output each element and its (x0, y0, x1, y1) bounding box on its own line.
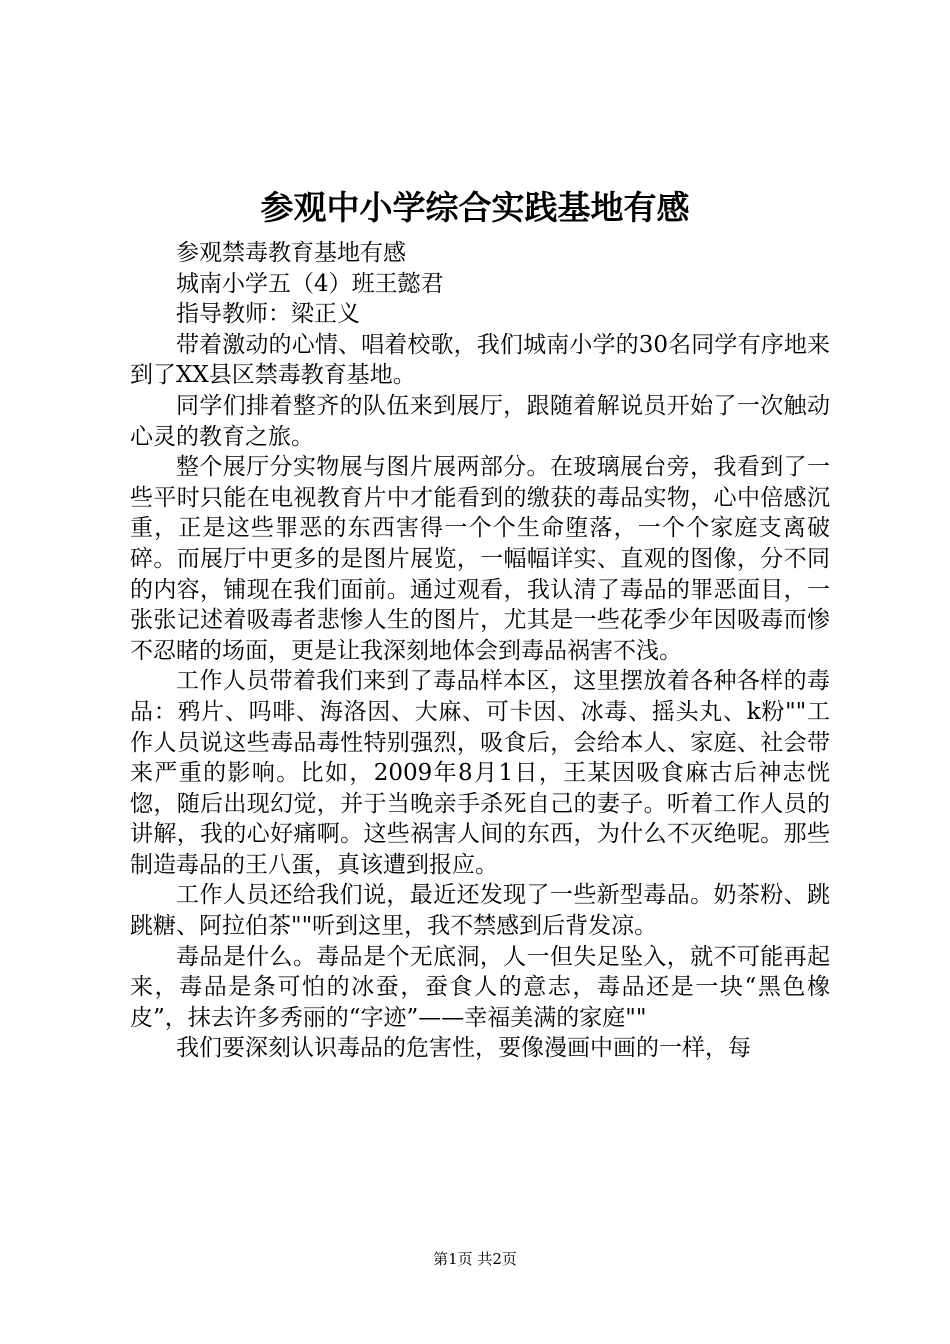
paragraph: 整个展厅分实物展与图片展两部分。在玻璃展台旁，我看到了一些平时只能在电视教育片中才能看到的缴获的毒品实物，心中倍感沉重，正是这些罪恶的东西害得一个个生命堕落，一个个家庭支离破碎。而展厅中更多的是图片展览，一幅幅详实、直观的图像，分不同的内容，铺现在我们面前。通过观看，我认清了毒品的罪恶面目，一张张记述着吸毒者悲惨人生的图片，尤其是一些花季少年因吸毒而惨不忍睹的场面，更是让我深刻地体会到毒品祸害不浅。 (130, 454, 830, 664)
paragraph: 工作人员还给我们说，最近还发现了一些新型毒品。奶茶粉、跳跳糖、阿拉伯茶""听到这里，我不禁感到后背发凉。 (130, 882, 830, 940)
paragraph: 毒品是什么。毒品是个无底洞，人一但失足坠入，就不可能再起来，毒品是条可怕的冰蚕，蚕食人的意志，毒品还是一块“黑色橡皮”，抹去许多秀丽的“字迹”——幸福美满的家庭"" (130, 943, 830, 1031)
page-number-footer: 第1页 共2页 (433, 1250, 517, 1268)
author-line: 城南小学五（4）班王懿君 (176, 270, 444, 297)
document-title: 参观中小学综合实践基地有感 (260, 188, 690, 227)
paragraph: 工作人员带着我们来到了毒品样本区，这里摆放着各种各样的毒品：鸦片、吗啡、海洛因、大麻、可卡因、冰毒、摇头丸、k粉""工作人员说这些毒品毒性特别强烈，吸食后，会给本人、家庭、社会带来严重的影响。比如，2009年8月1日，王某因吸食麻古后神志恍惚，随后出现幻觉，并于当晚亲手杀死自己的妻子。听着工作人员的讲解，我的心好痛啊。这些祸害人间的东西，为什么不灭绝呢。那些制造毒品的王八蛋，真该遭到报应。 (130, 668, 830, 878)
paragraph: 我们要深刻认识毒品的危害性，要像漫画中画的一样，每 (176, 1035, 751, 1062)
teacher-line: 指导教师：梁正义 (176, 301, 360, 328)
paragraph: 同学们排着整齐的队伍来到展厅，跟随着解说员开始了一次触动心灵的教育之旅。 (130, 392, 830, 450)
subtitle: 参观禁毒教育基地有感 (176, 240, 406, 266)
paragraph: 带着激动的心情、唱着校歌，我们城南小学的30名同学有序地来到了XX县区禁毒教育基地。 (130, 331, 830, 389)
document-body (130, 238, 830, 1064)
